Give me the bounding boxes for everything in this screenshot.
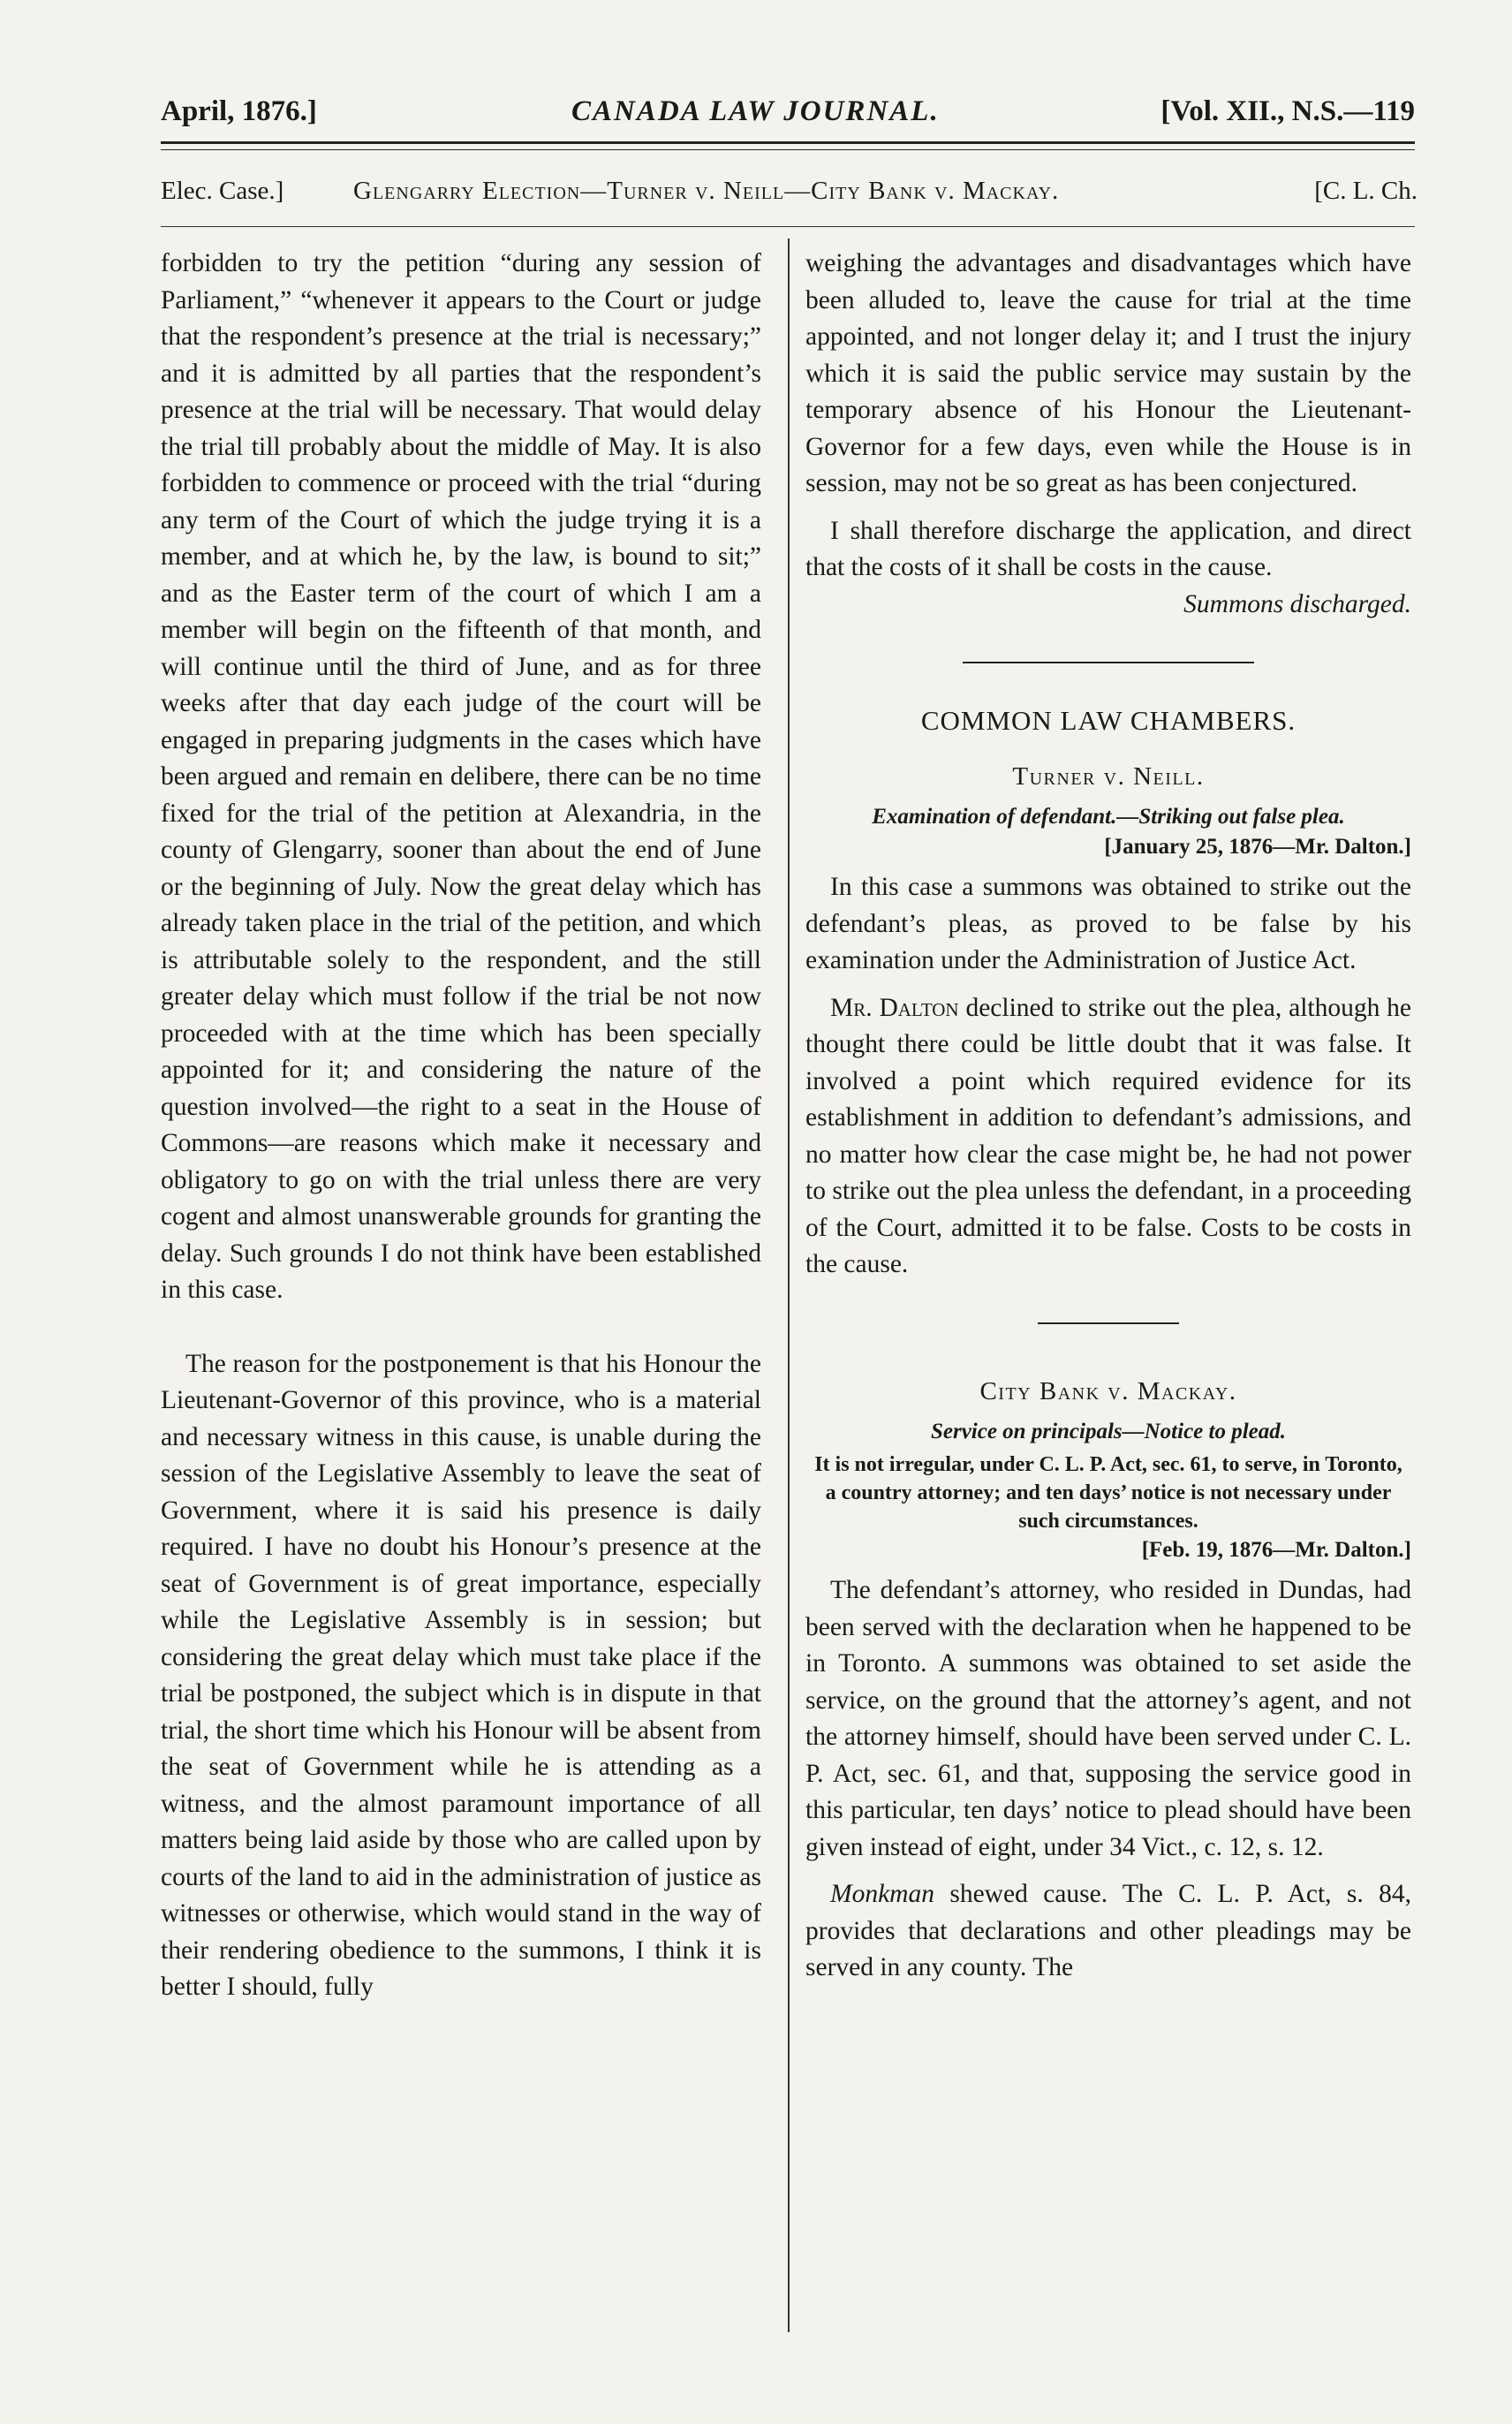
dateline-turner: [January 25, 1876—Mr. Dalton.] — [1104, 835, 1411, 859]
case-title-city-bank: City Bank v. Mackay. — [979, 1376, 1237, 1405]
city-bank-paragraph-1: The defendant’s attorney, who resided in Dundas, had been served with the declaration when he happened to be in Toronto. A summons was obtained to set aside the service, on the ground that the attorney’s agent, and not the attorney himself, should have been served under C. L. P. Act, sec. 61, and that, supposing the service good in this particular, ten days’ notice to plead should have been given instead of eight, under 34 Vict., c. 12, s. 12. — [805, 1576, 1411, 1861]
dateline-city-bank: [Feb. 19, 1876—Mr. Dalton.] — [1141, 1538, 1411, 1562]
case-header-left: Elec. Case.] — [161, 177, 284, 205]
case-title-turner: Turner v. Neill. — [1012, 761, 1205, 791]
section-title: COMMON LAW CHAMBERS. — [920, 705, 1297, 736]
city-bank-paragraph-2-text: shewed cause. The C. L. P. Act, s. 84, provides that declarations and other pleadings may be served in any county. The — [805, 1880, 1411, 1981]
turner-paragraph-2-text: declined to strike out the plea, although he thought there could be little doubt that it was false. It involved a point which required evidence for its establishment in addition to defendant’s admissions, and no matter how clear the case might be, he had not power to strike out the plea unless the defendant, in a proceeding of the Court, admitted it to be false. Costs to be costs in the cause. — [805, 993, 1412, 1278]
judgment-signoff: Summons discharged. — [1183, 589, 1411, 618]
right-column — [805, 246, 1411, 1987]
counsel-name: Monkman — [830, 1880, 934, 1908]
journal-title: CANADA LAW JOURNAL. — [571, 95, 940, 127]
case-header — [161, 177, 1463, 216]
turner-paragraph-1: In this case a summons was obtained to strike out the defendant’s pleas, as proved to be false by his examination under the Administration of Justice Act. — [805, 873, 1411, 974]
left-paragraph-2: The reason for the postponement is that his Honour the Lieutenant-Governor of this province, who is a material and necessary witness in this cause, is unable during the session of the Legislative Assembly to leave the seat of Government, where it is said his presence is daily required. I have no doubt his Honour’s presence at the seat of Government is of great importance, especially while the Legislative Assembly is in session; but considering the great delay which must take place if the trial be postponed, the subject which is in dispute in that trial, the short time which his Honour will be absent from the seat of Government while he is attending as a witness, and the almost paramount importance of all matters being laid aside by those who are called upon by courts of the land to aid in the administration of justice as witnesses or otherwise, which would stand in the way of their rendering obedience to the summons, I think it is better I should, fully — [161, 1349, 761, 2001]
syllabus-city-bank: It is not irregular, under C. L. P. Act, sec. 61, to serve, in Toronto, a country attorney; and ten days’ notice is not necessary under such circumstances. — [814, 1453, 1402, 1533]
column-divider — [788, 239, 790, 2332]
issue-date: April, 1876.] — [161, 95, 317, 127]
volume-page-number: [Vol. XII., N.S.—119 — [1160, 95, 1415, 127]
right-paragraph-1: weighing the advantages and disadvantages which have been alluded to, leave the cause for trial at the time appointed, and not longer delay it; and I trust the injury which it is said the public service may sustain by the temporary absence of his Honour the Lieutenant-Governor for a few days, even while the House is in session, may not be so great as has been conjectured. — [805, 249, 1411, 497]
turner-paragraph-2 — [805, 990, 1411, 1284]
case-header-right: [C. L. Ch. — [1314, 177, 1418, 205]
city-bank-paragraph-2 — [805, 1876, 1411, 1987]
headnote-city-bank: Service on principals—Notice to plead. — [930, 1420, 1287, 1443]
judge-name: Mr. Dalton — [830, 993, 959, 1022]
left-paragraph-1: forbidden to try the petition “during any session of Parliament,” “whenever it appears to the Court or judge that the respondent’s presence at the trial is necessary;” and it is admitted by all parties that the respondent’s presence at the trial will be necessary. That would delay the trial till probably about the middle of May. It is also forbidden to commence or proceed with the trial “during any term of the Court of which the judge trying it is a member, and at which he, by the law, is bound to sit;” and as the Easter term of the court of which I am a member will begin on the fifteenth of that month, and will continue until the third of June, and as for three weeks after that day each judge of the court will be engaged in preparing judgments in the cases which have been argued and remain en delibere, there can be no time fixed for the trial of the petition at Alexandria, in the county of Glengarry, sooner than about the end of June or the beginning of July. Now the great delay which has already taken place in the trial of the petition, and which is attributable solely to the respondent, and the still greater delay which must follow if the trial be not now proceeded with at the time which has been specially appointed for it; and considering the nature of the question involved—the right to a seat in the House of Commons—are reasons which make it necessary and obligatory to go on with the trial unless there are very cogent and almost unanswerable grounds for granting the delay. Such grounds I do not think have been established in this case. — [161, 249, 761, 1304]
case-header-title: Glengarry Election—Turner v. Neill—City Bank v. Mackay. — [353, 177, 1060, 205]
headnote-turner: Examination of defendant.—Striking out false plea. — [872, 805, 1345, 829]
header-double-rule — [161, 141, 1415, 150]
left-column — [161, 246, 761, 2006]
running-head — [161, 95, 1415, 141]
case-separator — [1038, 1322, 1179, 1324]
header-rule — [161, 226, 1415, 227]
section-separator — [963, 662, 1254, 663]
right-paragraph-2: I shall therefore discharge the application, and direct that the costs of it shall be costs in the cause. — [805, 516, 1411, 581]
